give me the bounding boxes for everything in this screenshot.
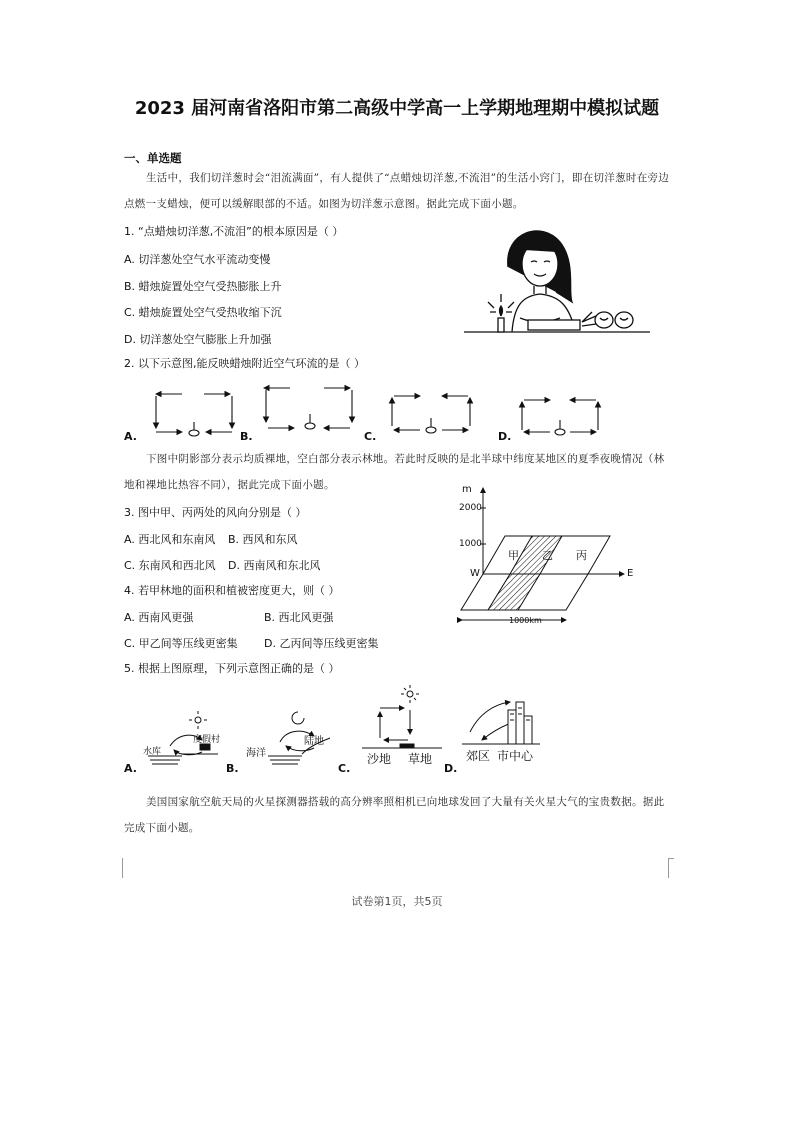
option-b-text-ocean: 海洋 bbox=[246, 748, 266, 759]
question-2-label-b: B. bbox=[240, 430, 253, 443]
question-5-label-b: B. bbox=[226, 762, 239, 775]
question-1-option-c: C. 蜡烛旋置处空气受热收缩下沉 bbox=[124, 306, 282, 319]
corner-mark-left bbox=[122, 858, 123, 878]
y-label-2000: 2000 bbox=[459, 503, 482, 513]
question-1-stem: 1. “点蜡烛切洋葱,不流泪”的根本原因是（ ） bbox=[124, 225, 344, 238]
corner-mark-right bbox=[668, 858, 669, 878]
scale-label: 1000km bbox=[509, 616, 542, 625]
question-1-option-d: D. 切洋葱处空气膨胀上升加强 bbox=[124, 333, 272, 346]
corner-mark-right-top bbox=[668, 858, 674, 859]
bing-label: 丙 bbox=[576, 549, 587, 562]
question-4-option-c: C. 甲乙间等压线更密集 bbox=[124, 637, 238, 650]
onion-cutting-illustration bbox=[464, 222, 650, 342]
option-c-text-grass: 草地 bbox=[408, 752, 433, 766]
question-4-stem: 4. 若甲林地的面积和植被密度更大，则（ ） bbox=[124, 584, 340, 597]
question-5-label-a: A. bbox=[124, 762, 137, 775]
question-3-option-d: D. 西南风和东北风 bbox=[228, 559, 321, 572]
y-label-1000: 1000 bbox=[459, 539, 482, 549]
question-4-option-a: A. 西南风更强 bbox=[124, 611, 194, 624]
page-title: 2023 届河南省洛阳市第二高级中学高一上学期地理期中模拟试题 bbox=[134, 98, 660, 119]
question-5-label-c: C. bbox=[338, 762, 351, 775]
intro-paragraph-2: 下图中阴影部分表示均质裸地，空白部分表示林地。若此时反映的是北半球中纬度某地区的夏季夜晚情况（林地和裸地比热容不同），据此完成下面小题。 bbox=[124, 453, 665, 491]
question-2-stem: 2. 以下示意图,能反映蜡烛附近空气环流的是（ ） bbox=[124, 357, 365, 370]
yi-label: 乙 bbox=[542, 549, 553, 562]
option-d-suburb-city-diagram bbox=[462, 702, 540, 744]
option-d-text-city: 市中心 bbox=[497, 749, 534, 763]
question-2-label-a: A. bbox=[124, 430, 137, 443]
page-footer: 试卷第1页，共5页 bbox=[351, 895, 443, 908]
option-c-text-sand: 沙地 bbox=[367, 752, 392, 766]
intro-paragraph-3: 美国国家航空航天局的火星探测器搭载的高分辨率照相机已向地球发回了大量有关火星大气的宝贵数据。据此完成下面小题。 bbox=[124, 796, 665, 834]
west-label: W bbox=[470, 568, 480, 579]
option-c-sand-grass-diagram bbox=[362, 685, 442, 748]
intro-paragraph-1: 生活中，我们切洋葱时会“泪流满面”，有人提供了“点蜡烛切洋葱,不流泪”的生活小窍门，即在切洋葱时在旁边点燃一支蜡烛，便可以缓解眼部的不适。如图为切洋葱示意图。据此完成下面小题。 bbox=[124, 172, 670, 210]
option-b-text-land: 陆地 bbox=[304, 736, 324, 747]
question-1-option-a: A. 切洋葱处空气水平流动变慢 bbox=[124, 253, 271, 266]
question-5-stem: 5. 根据上图原理，下列示意图正确的是（ ） bbox=[124, 662, 340, 675]
option-a-text-reservoir: 水库 bbox=[143, 747, 162, 757]
section-heading: 一、单选题 bbox=[124, 151, 182, 165]
question-2-label-d: D. bbox=[498, 430, 512, 443]
option-c-diagram bbox=[392, 396, 470, 433]
option-b-diagram bbox=[264, 388, 352, 429]
question-3-option-b: B. 西风和东风 bbox=[228, 533, 298, 546]
question-4-option-b: B. 西北风更强 bbox=[264, 611, 334, 624]
question-1-option-b: B. 蜡烛旋置处空气受热膨胀上升 bbox=[124, 280, 282, 293]
question-3-stem: 3. 图中甲、丙两处的风向分别是（ ） bbox=[124, 506, 307, 519]
option-d-diagram bbox=[522, 400, 598, 435]
jia-label: 甲 bbox=[508, 549, 519, 562]
question-5-label-d: D. bbox=[444, 762, 458, 775]
option-d-text-suburb: 郊区 bbox=[466, 749, 491, 763]
east-label: E bbox=[627, 568, 634, 579]
axis-unit: m bbox=[462, 484, 472, 495]
question-3-option-a: A. 西北风和东南风 bbox=[124, 533, 216, 546]
question-4-option-d: D. 乙丙间等压线更密集 bbox=[264, 637, 379, 650]
option-a-text-resort: 度假村 bbox=[193, 735, 221, 745]
question-2-label-c: C. bbox=[364, 430, 377, 443]
option-a-diagram bbox=[156, 394, 232, 436]
question-3-option-c: C. 东南风和西北风 bbox=[124, 559, 216, 572]
